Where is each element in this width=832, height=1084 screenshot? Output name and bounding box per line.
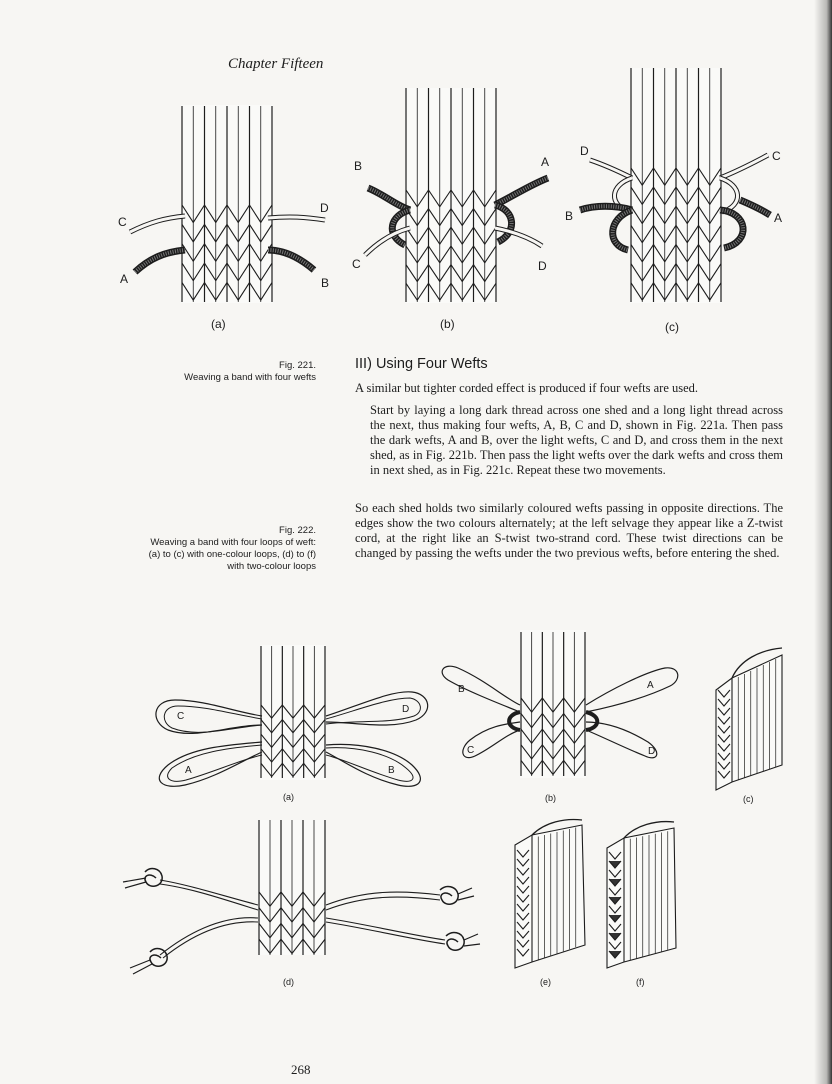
figure-221-panel-a <box>118 105 329 331</box>
caption-text: Weaving a band with four wefts <box>184 372 316 383</box>
weft-label: A <box>120 272 129 286</box>
caption-number: Fig. 222. <box>279 525 316 536</box>
weft-label: D <box>320 201 329 215</box>
weft-label: A <box>774 211 783 225</box>
panel-label: (a) <box>211 317 226 331</box>
loop-label: A <box>647 680 654 691</box>
panel-label: (d) <box>283 977 294 987</box>
loop-label: B <box>388 765 395 776</box>
caption-line: (a) to (c) with one-colour loops, (d) to (f) <box>148 549 316 560</box>
weft-label: C <box>772 149 781 163</box>
panel-label: (b) <box>440 317 455 331</box>
figure-221-diagrams <box>118 68 782 334</box>
panel-label: (e) <box>540 977 551 987</box>
loop-label: C <box>467 745 475 756</box>
figure-222-panel-a <box>156 645 428 802</box>
caption-line: Weaving a band with four loops of weft: <box>150 537 316 548</box>
figure-222-panel-e <box>515 820 585 987</box>
weft-label: B <box>321 276 330 290</box>
figure-222-panel-d <box>123 820 480 987</box>
instructions-paragraph: Start by laying a long dark thread across one shed and a long light thread across the next, thus making four wefts, A, B, C and D, shown in Fig. 221a. Then pass the dark wefts, A and B, over the light wefts, C and D, and cross them in the next shed, as in Fig. 221b. Then pass the light wefts over the dark wefts and cross them in next shed, as in Fig. 221c. Repeat these two movements. <box>370 403 783 477</box>
weft-label: D <box>538 259 547 273</box>
page-number: 268 <box>291 1062 311 1077</box>
panel-label: (c) <box>743 794 754 804</box>
loop-label: D <box>402 704 410 715</box>
weft-label: A <box>541 155 550 169</box>
panel-label: (f) <box>636 977 645 987</box>
weft-label: C <box>352 257 361 271</box>
panel-label: (c) <box>665 320 679 334</box>
weft-label: B <box>354 159 363 173</box>
loop-label: A <box>185 765 192 776</box>
section-heading: III) Using Four Wefts <box>355 356 488 372</box>
chapter-header: Chapter Fifteen <box>228 56 324 72</box>
figure-222-diagrams <box>123 630 782 987</box>
panel-label: (b) <box>545 793 556 803</box>
caption-line: with two-colour loops <box>227 561 316 572</box>
weft-label: D <box>580 144 589 158</box>
weft-label: C <box>118 215 127 229</box>
figure-221-panel-b <box>352 88 549 331</box>
conclusion-paragraph: So each shed holds two similarly coloured wefts passing in opposite directions. The edges show the two colours alternately; at the left selvage they appear like a Z-twist cord, at the right like an S-twist two-strand cord. These twist directions can be changed by passing the wefts under the two previous wefts, before entering the shed. <box>355 501 783 560</box>
figure-221-caption <box>96 360 316 384</box>
weft-label: B <box>565 209 574 223</box>
loop-label: B <box>458 684 465 695</box>
panel-label: (a) <box>283 792 294 802</box>
loop-label: C <box>177 711 185 722</box>
caption-number: Fig. 221. <box>279 360 316 371</box>
figure-221-panel-c <box>565 68 782 334</box>
figure-222-panel-b <box>442 630 678 803</box>
figure-222-panel-c <box>716 648 782 804</box>
figure-222-caption <box>96 525 316 573</box>
loop-label: D <box>648 746 656 757</box>
intro-paragraph: A similar but tighter corded effect is produced if four wefts are used. <box>355 381 699 395</box>
figure-222-panel-f <box>607 822 676 987</box>
